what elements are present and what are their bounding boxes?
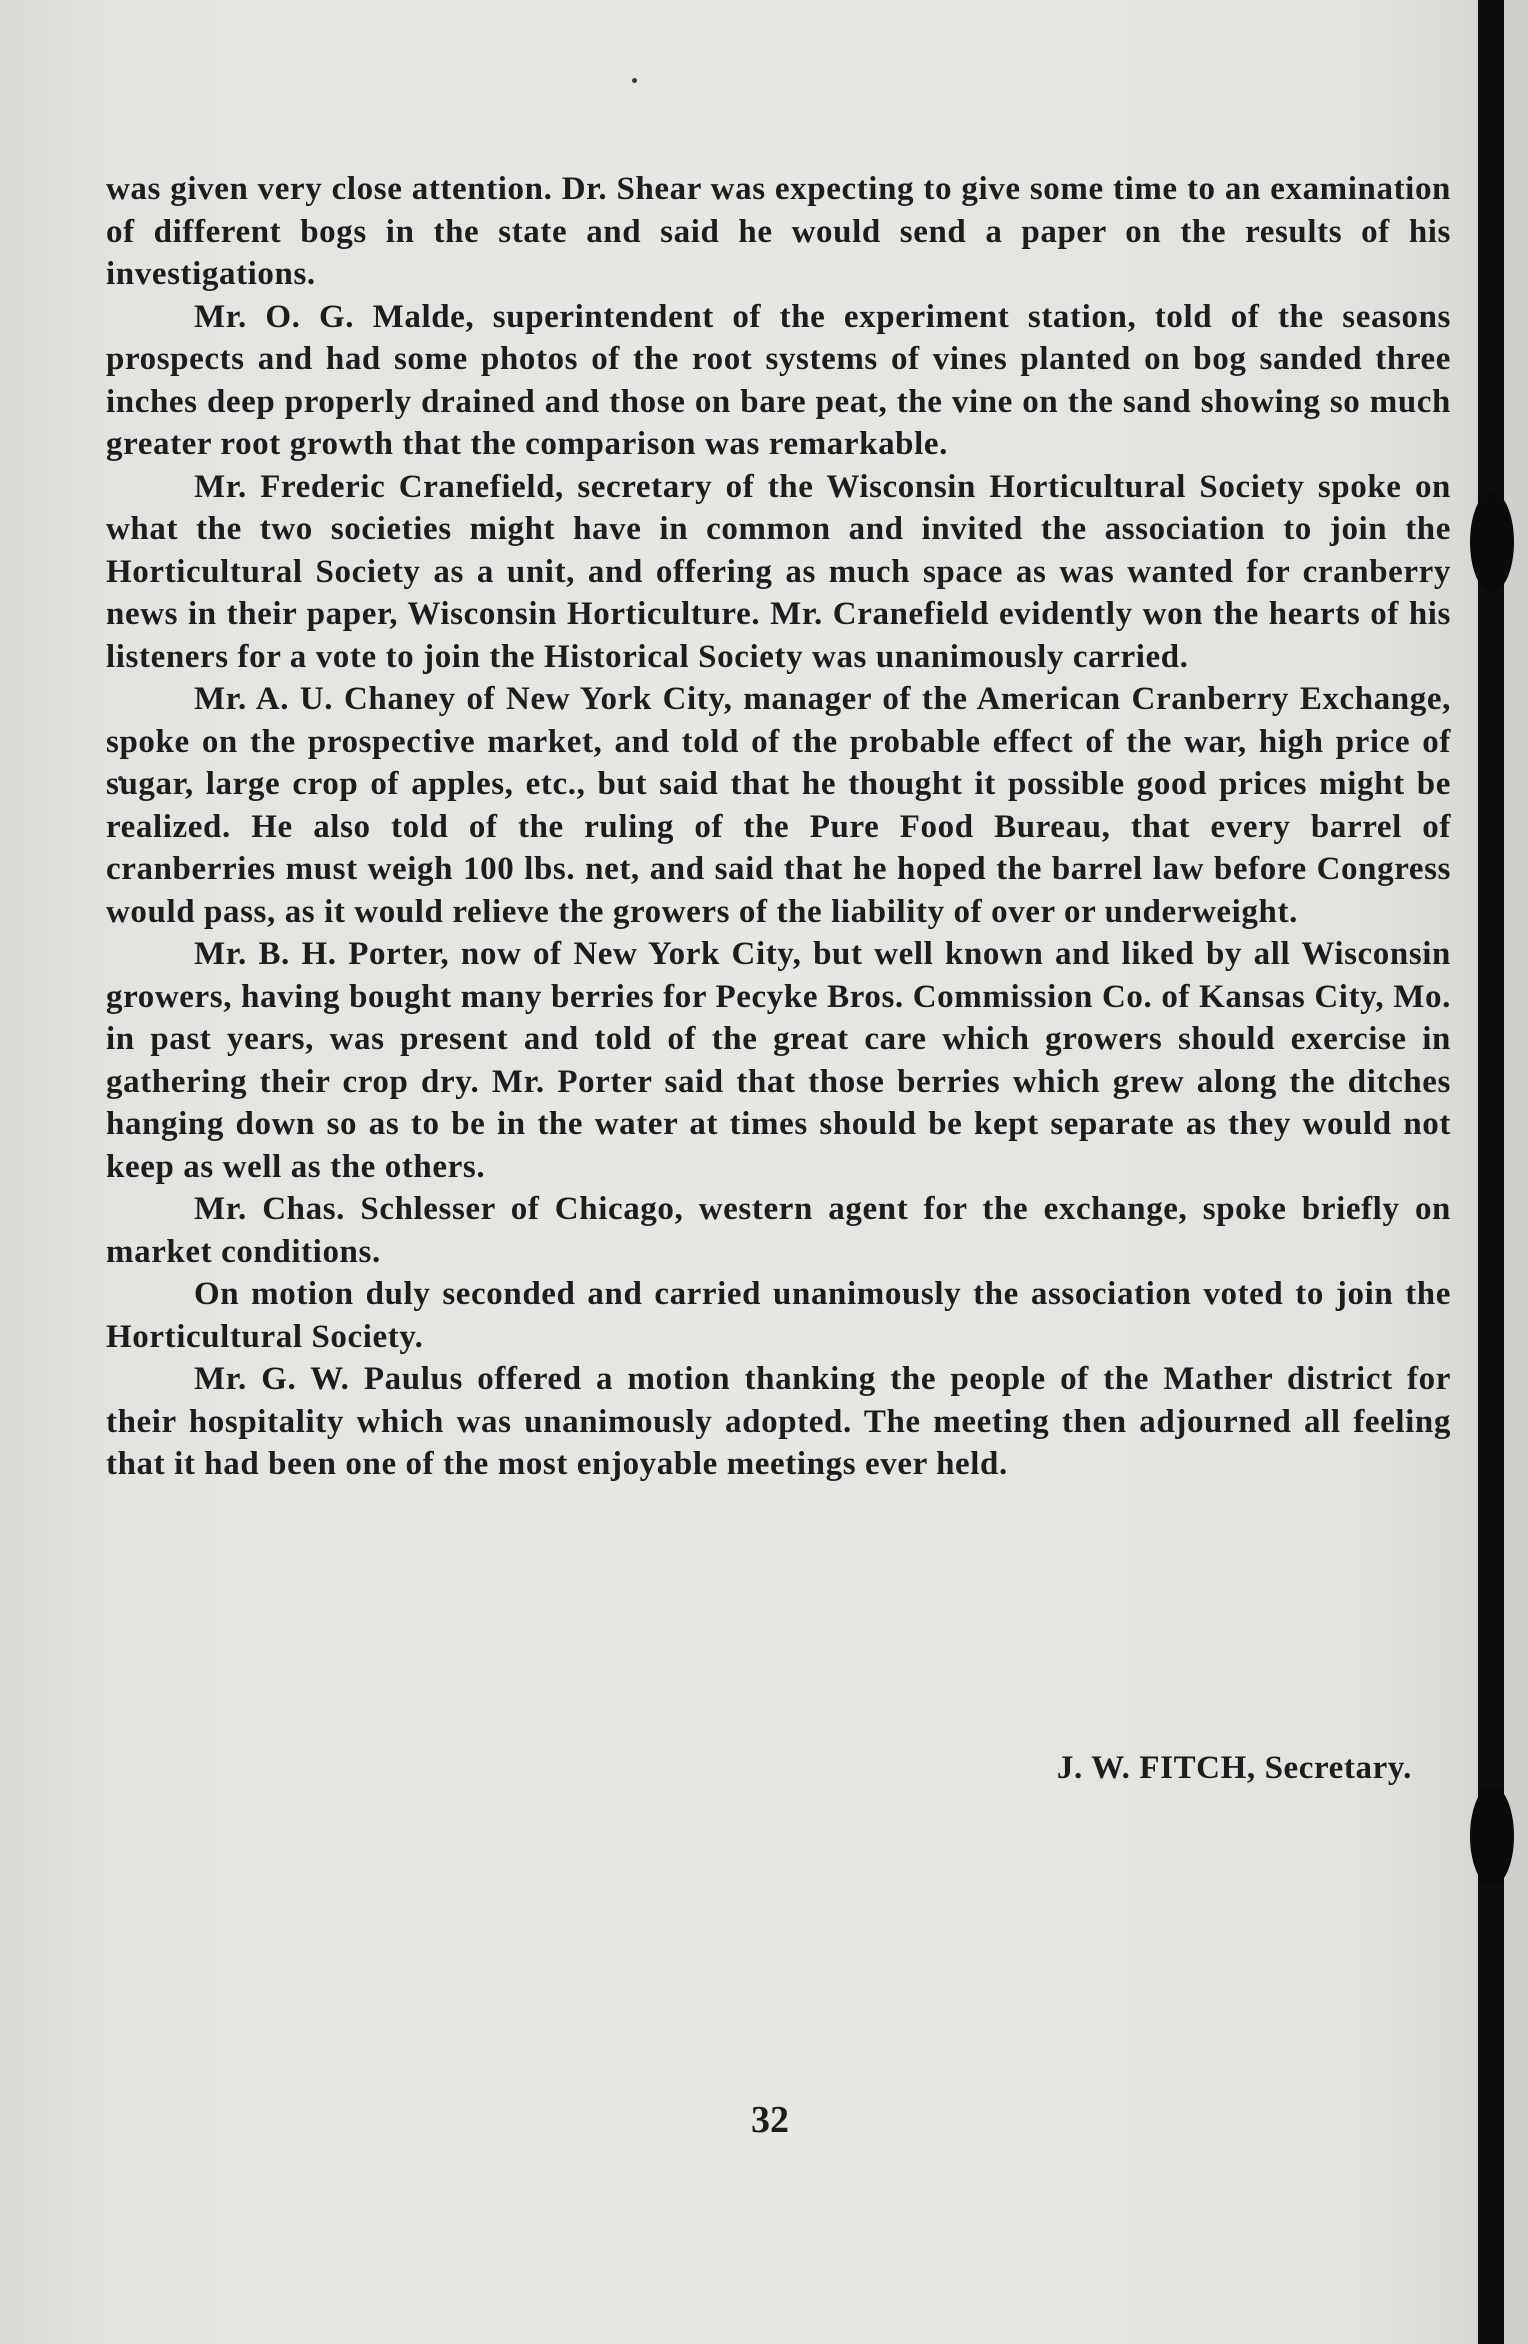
paragraph-shear-continuation: was given very close attention. Dr. Shear was expecting to give some time to an examination of different bogs in the state and said he would send a paper on the results of his investigations. <box>106 171 1451 292</box>
scan-speck <box>632 78 637 83</box>
paragraph-motion: On motion duly seconded and carried unanimously the association voted to join the Horticultural Society. <box>106 1276 1451 1355</box>
paragraph-porter: Mr. B. H. Porter, now of New York City, but well known and liked by all Wisconsin growers, having bought many berries for Pecyke Bros. Commission Co. of Kansas City, Mo. in past years, was present and told of the great care which growers should exercise in gathering their crop dry. Mr. Porter said that those berries which grew along the ditches hanging down so as to be in the water at times should be kept separate as they would not keep as well as the others. <box>106 936 1451 1185</box>
paragraph-malde: Mr. O. G. Malde, superintendent of the experiment station, told of the seasons prospects and had some photos of the root systems of vines planted on bog sanded three inches deep properly drained and those on bare peat, the vine on the sand showing so much greater root growth that the comparison was remarkable. <box>106 298 1451 462</box>
paragraph-chaney: Mr. A. U. Chaney of New York City, manager of the American Cranberry Exchange, spoke on the prospective market, and told of the probable effect of the war, high price of sugar, large crop of apples, etc., but said that he thought it possible good prices might be realized. He also told of the ruling of the Pure Food Bureau, that every barrel of cranberries must weigh 100 lbs. net, and said that he hoped the barrel law before Congress would pass, as it would relieve the growers of the liability of over or underweight. <box>106 681 1451 930</box>
binding-hole-top <box>1470 492 1514 592</box>
paragraph-schlesser: Mr. Chas. Schlesser of Chicago, western agent for the exchange, spoke briefly on market conditions. <box>106 1191 1451 1270</box>
binding-hole-bottom <box>1470 1786 1514 1886</box>
secretary-signature: J. W. FITCH, Secretary. <box>1056 1750 1412 1786</box>
binding-shadow <box>1478 0 1504 2344</box>
paragraph-cranefield: Mr. Frederic Cranefield, secretary of the Wisconsin Horticultural Society spoke on what the two societies might have in common and invited the association to join the Horticultural Society as a unit, and offering as much space as was wanted for cranberry news in their paper, Wisconsin Horticulture. Mr. Cranefield evidently won the hearts of his listeners for a vote to join the Historical Society was unanimously carried. <box>106 468 1451 675</box>
body-text <box>106 168 1451 1486</box>
paragraph-paulus: Mr. G. W. Paulus offered a motion thanking the people of the Mather district for their hospitality which was unanimously adopted. The meeting then adjourned all feeling that it had been one of the most enjoyable meetings ever held. <box>106 1361 1451 1482</box>
page-number: 32 <box>751 2099 789 2141</box>
